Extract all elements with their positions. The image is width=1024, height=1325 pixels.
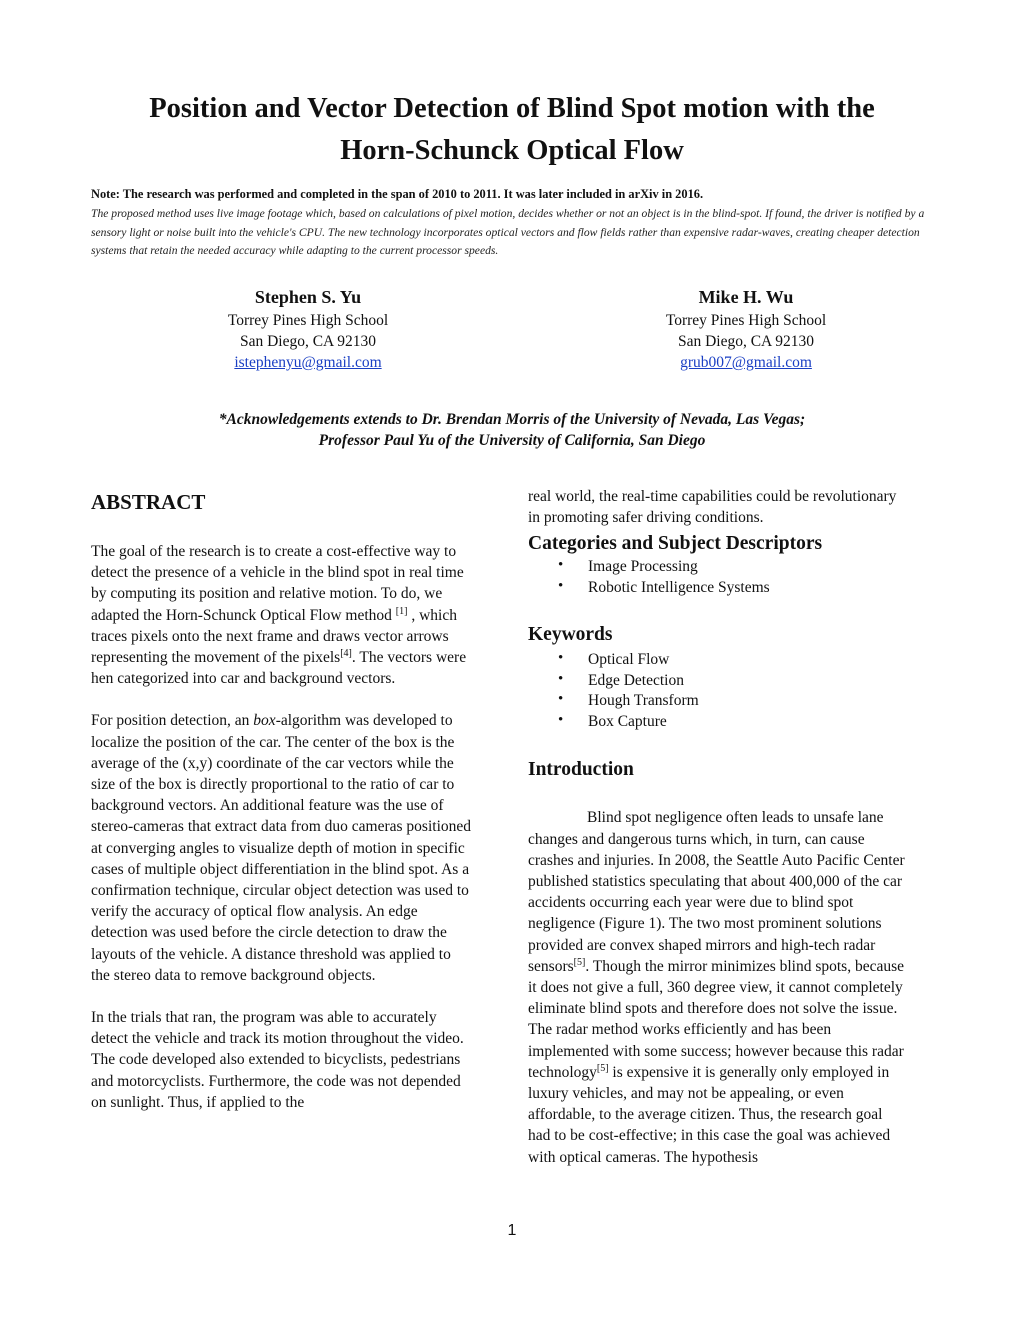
author-email-link[interactable]: grub007@gmail.com	[680, 354, 812, 371]
keywords-list	[528, 650, 908, 732]
bullet-icon: •	[558, 650, 564, 667]
keywords-heading: Keywords	[528, 624, 613, 646]
list-item: • Box Capture	[558, 711, 667, 730]
emphasis-term: box	[253, 712, 276, 730]
citation-ref: [1]	[395, 605, 408, 617]
introduction-heading: Introduction	[528, 759, 634, 781]
abstract-continuation: real world, the real-time capabilities could be revolutionary in promoting safer driving conditions.	[528, 488, 897, 527]
list-item: • Image Processing	[558, 557, 698, 576]
author-name: Mike H. Wu	[698, 287, 794, 307]
author-block-2	[596, 284, 896, 373]
author-school: Torrey Pines High School	[665, 312, 827, 329]
citation-ref: [4]	[340, 647, 352, 659]
citation-ref: [5]	[596, 1062, 609, 1074]
list-item: • Edge Detection	[558, 670, 684, 689]
ack-line-1: *Acknowledgements extends to Dr. Brendan Morris of the University of Nevada, Las Vegas;	[218, 411, 806, 428]
right-column	[528, 486, 908, 1168]
categories-heading: Categories and Subject Descriptors	[528, 533, 823, 555]
summary-text: The proposed method uses live image footage which, based on calculations of pixel motion, decides whether or not an object is in the blind-spot. If found, the driver is notified by a sensory light or noise built into the vehicle's CPU. The new technology incorporates optical vectors and flow fields rather than expensive radar-waves, creating cheaper detection systems that retain the needed accuracy while adapting to the current processor speeds.	[91, 207, 925, 257]
ack-line-2: Professor Paul Yu of the University of California, San Diego	[318, 432, 706, 449]
left-column	[91, 489, 471, 1113]
bullet-icon: •	[558, 577, 564, 594]
abstract-paragraph-2: For position detection, an box-algorithm was developed to localize the position of the car. The center of the box is the average of the (x,y) coordinate of the car vectors while the size of the box is directly proportional to the ratio of car to background vectors. An additional feature was the use of stereo-cameras that extract data from duo cameras positioned at converging angles to visualize depth of motion in specific cases of multiple object differentiation in the blind spot. As a confirmation technique, circular object detection was used to verify the accuracy of optical flow analysis. An edge detection was used before the circle detection to draw the layouts of the vehicle. A distance threshold was applied to the stereo data to remove background objects.	[91, 712, 472, 984]
abstract-paragraph-3: In the trials that ran, the program was able to accurately detect the vehicle and track its motion throughout the video. The code developed also extended to bicyclists, pedestrians and motorcyclists. Furthermore, the code was not depended on sunlight. Thus, if applied to the	[91, 1009, 464, 1111]
bullet-icon: •	[558, 557, 564, 574]
introduction-paragraph: Blind spot negligence often leads to unsafe lane changes and dangerous turns which, in turn, can cause crashes and injuries. In 2008, the Seattle Auto Pacific Center published statistics speculating that about 400,000 of the car accidents occurring each year were due to blind spot negligence (Figure 1). The two most prominent solutions provided are convex shaped mirrors and high-tech radar sensors[5]. Though the mirror minimizes blind spots, because it does not give a full, 360 degree view, it cannot completely eliminate blind spots and therefore does not solve the issue. The radar method works efficiently and has been implemented with some success; however because this radar technology[5] is expensive it is generally only employed in luxury vehicles, and may not be appealing, or even affordable, to the average citizen. Thus, the research goal had to be cost-effective; in this case the goal was achieved with optical cameras. The hypothesis	[528, 809, 905, 1166]
author-city: San Diego, CA 92130	[239, 333, 377, 350]
bullet-icon: •	[558, 691, 564, 708]
bullet-icon: •	[558, 711, 564, 728]
page-number: 1	[507, 1222, 517, 1239]
abstract-heading: ABSTRACT	[91, 490, 206, 514]
citation-ref: [5]	[573, 956, 586, 968]
author-name: Stephen S. Yu	[254, 287, 362, 307]
categories-list	[528, 557, 908, 598]
list-item: • Hough Transform	[558, 691, 699, 710]
author-school: Torrey Pines High School	[227, 312, 389, 329]
title-line-1: Position and Vector Detection of Blind Spot motion with the	[149, 93, 875, 124]
author-block-1	[158, 284, 458, 373]
author-email-link[interactable]: istephenyu@gmail.com	[234, 354, 382, 371]
paper-title	[60, 88, 964, 172]
list-item: • Optical Flow	[558, 650, 670, 669]
title-line-2: Horn-Schunck Optical Flow	[340, 135, 684, 166]
list-item: • Robotic Intelligence Systems	[558, 577, 770, 596]
author-city: San Diego, CA 92130	[677, 333, 815, 350]
bullet-icon: •	[558, 670, 564, 687]
publication-note: Note: The research was performed and completed in the span of 2010 to 2011. It was later included in arXiv in 2016.	[91, 187, 704, 201]
abstract-paragraph-1: The goal of the research is to create a cost-effective way to detect the presence of a vehicle in the blind spot in real time by computing its position and relative motion. To do, we adapted the Horn-Schunck Optical Flow method [1] , which traces pixels onto the next frame and draws vector arrows representing the movement of the pixels[4]. The vectors were hen categorized into car and background vectors.	[91, 543, 467, 688]
acknowledgements	[60, 409, 964, 451]
